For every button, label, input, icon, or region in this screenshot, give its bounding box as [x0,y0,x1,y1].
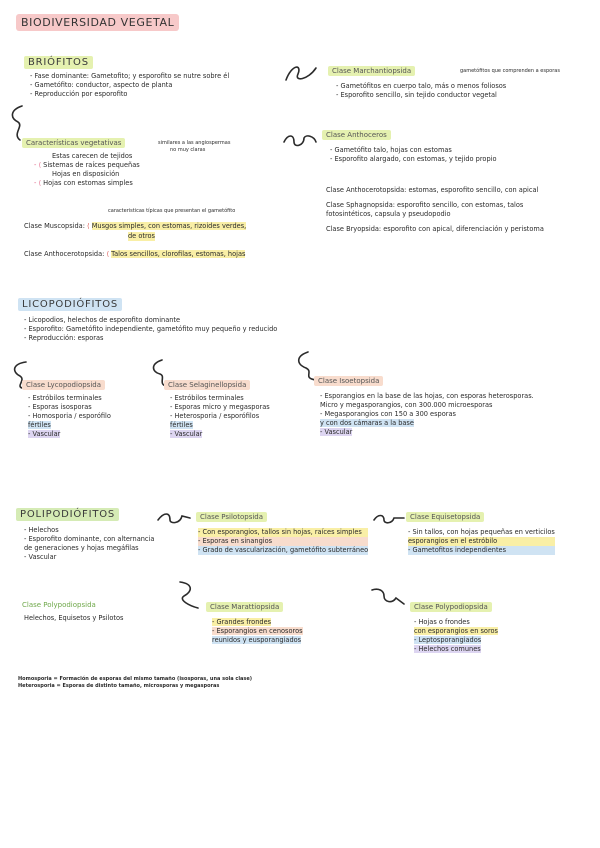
polypodiopsida-list [414,618,498,654]
marchantia-note: gametófitos que comprenden a esporas [460,68,560,74]
briofitos-list [30,72,229,99]
isoetes-line: - Esporangios en la base de las hojas, con esporas heterosporas. [320,392,534,400]
isoetes-line: - Vascular [320,428,353,436]
clases-list [326,186,544,234]
marchantia-line: - Esporofito sencillo, sin tejido conductor vegetal [336,91,497,99]
briofitos-line: - Fase dominante: Gametofito; y esporofito se nutre sobre él [30,72,230,80]
selaginella-list [170,394,270,439]
briofitos-heading: BRIÓFITOS [24,56,93,69]
licofitos-line: - Licopodios, helechos de esporofito dominante [24,316,181,324]
marchantia-heading: Clase Marchantiopsida [328,66,415,76]
marattiopsida-line: - Esporangios en cenosoros [212,627,303,635]
caracteristicas-block [34,152,140,188]
squiggle-decoration [284,62,318,84]
squiggle-decoration [156,510,192,526]
licofitos-list [24,316,277,343]
equisetopsida-line: - Sin tallos, con hojas pequeñas en verticilos [408,528,555,536]
polipodiofitos-line: - Helechos [24,526,59,534]
psilotopsida-line: - Con esporangios, tallos sin hojas, raíces simples [198,528,368,537]
musgos-line2: de otros [128,232,155,240]
anthoceros-line: - Esporofito alargado, con estomas, y tejido propio [330,155,497,163]
lycopodium-heading: Clase Lycopodiopsida [22,380,105,390]
lycopodium-line: - Homosporia / esporófilo [28,412,111,420]
selaginella-line: fértiles [170,421,193,429]
clase-line: Clase Sphagnopsida: esporofito sencillo, con estomas, talos [326,201,524,209]
marattiopsida-line: reunidos y eusporangiados [212,636,302,644]
page-title: BIODIVERSIDAD VEGETAL [16,14,179,31]
clase-line: Clase Bryopsida: esporofito con apical, diferenciación y peristoma [326,225,544,233]
polypodiopsida-line: con esporangios en soros [414,627,498,635]
clases-polypod-text: Helechos, Equisetos y Psilotos [24,614,124,622]
briofitos-line: - Gametófito: conductor, aspecto de planta [30,81,173,89]
polipodiofitos-line: - Vascular [24,553,57,561]
licofitos-line: - Reproducción: esporas [24,334,104,342]
marchantia-line: - Gametófitos en cuerpo talo, más o menos foliosos [336,82,507,90]
squiggle-decoration [176,580,202,610]
briofitos-line: - Reproducción por esporofito [30,90,128,98]
musgos-note: caracteristicas típicas que presentan el gametófito [108,208,236,214]
psilotopsida-line: - Grado de vascularización, gametófito subterráneo [198,546,369,554]
equisetopsida-line: - Gametofitos independientes [408,546,555,555]
psilotopsida-heading: Clase Psilotopsida [196,512,267,522]
lycopodium-line: - Esporas isosporas [28,403,92,411]
footer-notes [18,676,252,689]
isoetes-line: Micro y megasporangios, con 300.000 microesporas [320,401,493,409]
marattiopsida-list [212,618,303,645]
caracteristicas-line: Hojas en disposición [52,170,120,178]
selaginella-line: - Vascular [170,430,203,438]
squiggle-decoration [282,132,318,148]
lycopodium-line: fértiles [28,421,51,429]
psilotopsida-list [198,528,368,555]
footer-line: Homosporia = Formación de esporas del mismo tamaño (isosporas, una sola clase) [18,676,253,682]
licofitos-line: - Esporofito: Gametófito independiente, gametófito muy pequeño y reducido [24,325,278,333]
marattiopsida-heading: Clase Marattiopsida [206,602,283,612]
isoetes-line: - Megasporangios con 150 a 300 esporas [320,410,456,418]
selaginella-line: - Esporas micro y megasporas [170,403,270,411]
clase-line: fotosintéticos, capsula y pseudopodio [326,210,451,218]
licofitos-heading: LICOPODIÓFITOS [18,298,122,311]
marattiopsida-line: - Grandes frondes [212,618,272,626]
polypodiopsida-line: - Leptosporangiados [414,636,482,644]
selaginella-line: - Heterosporia / esporófilos [170,412,260,420]
isoetes-line: y con dos cámaras a la base [320,419,414,427]
psilotopsida-line: - Esporas en sinangios [198,537,368,546]
isoetes-list [320,392,534,437]
clase-line: Clase Anthocerotopsida: estomas, esporofito sencillo, con apical [326,186,539,194]
polipodiofitos-list [24,526,154,562]
selaginella-heading: Clase Selaginellopsida [164,380,250,390]
musgos-line: Clase Muscopsida: ⟨ Musgos simples, con estomas, rizoides verdes, [24,222,247,230]
marchantia-list [336,82,506,100]
polypodiopsida-heading: Clase Polypodiopsida [410,602,492,612]
equisetopsida-line: esporangios en el estróbilo [408,537,555,546]
caracteristicas-note: similares a las angiospermas [158,140,231,146]
isoetes-heading: Clase Isoetopsida [314,376,383,386]
caracteristicas-line: - ⟨ Sistemas de raíces pequeñas [34,161,140,169]
caracteristicas-note2: no muy claras [170,147,206,153]
anthocerotas-line: Clase Anthocerotopsida: ⟨ Talos sencillos, clorofilas, estomas, hojas [24,250,246,258]
anthoceros-heading: Clase Anthoceros [322,130,391,140]
lycopodium-line: - Estróbilos terminales [28,394,102,402]
clases-polypod-heading: Clase Polypodiopsida [22,601,96,609]
footer-line: Heterosporia = Esporas de distinto tamaño, microsporas y megasporas [18,682,220,689]
polipodiofitos-line: de generaciones y hojas megáfilas [24,544,139,552]
squiggle-decoration [372,512,406,526]
equisetopsida-list [408,528,555,555]
polipodiofitos-heading: POLIPODIÓFITOS [16,508,119,521]
selaginella-line: - Estróbilos terminales [170,394,244,402]
polipodiofitos-line: - Esporofito dominante, con alternancia [24,535,155,543]
anthoceros-list [330,146,497,164]
lycopodium-line: - Vascular [28,430,61,438]
squiggle-decoration [370,586,406,608]
anthoceros-line: - Gametófito talo, hojas con estomas [330,146,452,154]
polypodiopsida-line: - Helechos comunes [414,645,481,653]
polypodiopsida-line: - Hojas o frondes [414,618,470,626]
caracteristicas-line: - ⟨ Hojas con estomas simples [34,179,133,187]
equisetopsida-heading: Clase Equisetopsida [406,512,484,522]
caracteristicas-heading: Características vegetativas [22,138,125,148]
lycopodium-list [28,394,111,439]
caracteristicas-line: Estas carecen de tejidos [52,152,133,160]
